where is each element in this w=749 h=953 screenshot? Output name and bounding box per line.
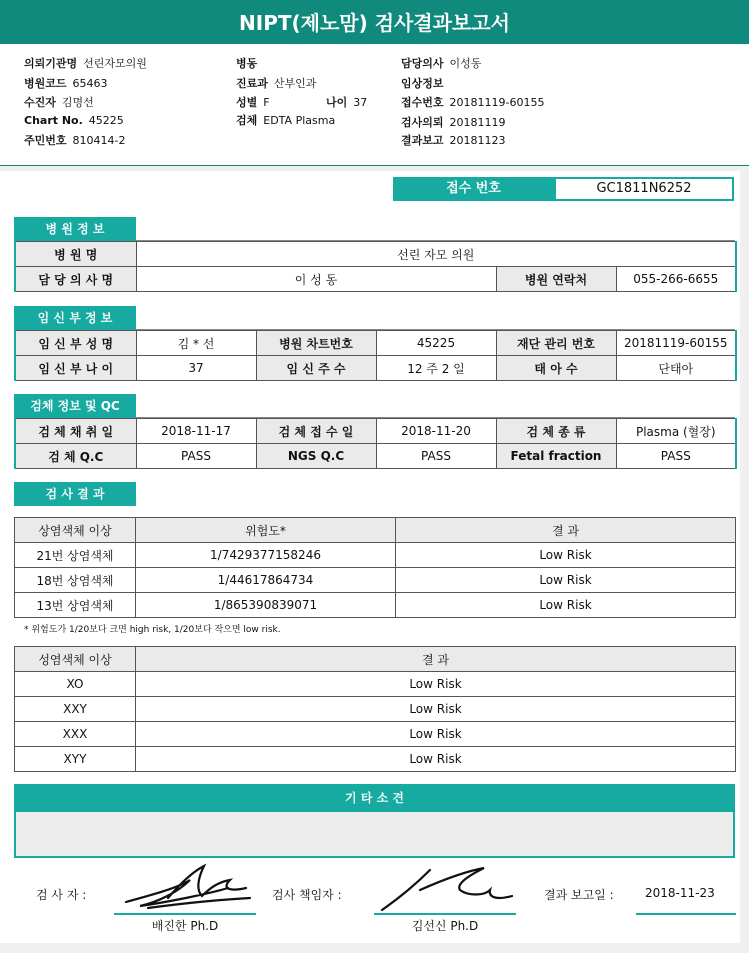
report-title: NIPT(제노맘) 검사결과보고서 — [0, 0, 749, 44]
table-header-row — [15, 518, 736, 543]
column-header: 결 과 — [396, 518, 736, 543]
sex-chromosome-type: XXY — [15, 697, 136, 722]
contact-label: 병원 연락처 — [496, 267, 616, 292]
column-header: 위험도* — [136, 518, 396, 543]
table-row — [15, 444, 736, 469]
doctor-name-label: 담 당 의 사 명 — [15, 267, 136, 292]
ngs-qc-label: NGS Q.C — [256, 444, 376, 469]
specimen-qc-label: 검 체 Q.C — [15, 444, 136, 469]
tester-signature-line — [114, 913, 256, 915]
risk-result: Low Risk — [396, 593, 736, 618]
table-row — [15, 722, 736, 747]
collection-date-label: 검 체 채 취 일 — [15, 419, 136, 444]
doctor-name: 이 성 동 — [136, 267, 496, 292]
chart-number: 45225 — [376, 331, 496, 356]
header-age: 나이 37 — [326, 96, 368, 109]
table-row — [15, 331, 736, 356]
risk-result: Low Risk — [396, 568, 736, 593]
table-row — [15, 672, 736, 697]
table-header-row — [15, 647, 736, 672]
header-sex: 성별 F — [236, 96, 270, 109]
section-pregnant-info: 임 신 부 정 보 — [14, 306, 136, 330]
sex-chromosome-type: XXX — [15, 722, 136, 747]
ngs-qc: PASS — [376, 444, 496, 469]
table-row — [15, 568, 736, 593]
other-findings-body — [14, 812, 735, 858]
header-department: 진료과 산부인과 — [236, 77, 317, 90]
risk-footnote: * 위험도가 1/20보다 크면 high risk, 1/20보다 작으면 low risk. — [24, 625, 281, 635]
header-specimen: 검체 EDTA Plasma — [236, 114, 336, 127]
column-header: 결 과 — [136, 647, 736, 672]
receipt-number-label: 접수 번호 — [393, 177, 554, 201]
report-date-label: 결과 보고일 : — [544, 888, 614, 902]
tester-name: 배진한 Ph.D — [151, 919, 219, 933]
sex-chromosome-result: Low Risk — [136, 722, 736, 747]
foundation-number: 20181119-60155 — [616, 331, 736, 356]
table-row — [15, 747, 736, 772]
sex-chromosome-result: Low Risk — [136, 747, 736, 772]
receive-date: 2018-11-20 — [376, 419, 496, 444]
contact-number: 055-266-6655 — [616, 267, 736, 292]
pregnant-age-label: 임 신 부 나 이 — [15, 356, 136, 381]
risk-value: 1/865390839071 — [136, 593, 396, 618]
receipt-number-value: GC1811N6252 — [554, 177, 734, 201]
column-header: 상염색체 이상 — [15, 518, 136, 543]
chromosome-name: 21번 상염색체 — [15, 543, 136, 568]
fetus-count: 단태아 — [616, 356, 736, 381]
report-date: 2018-11-23 — [645, 886, 715, 900]
pregnant-name-label: 임 신 부 성 명 — [15, 331, 136, 356]
receive-date-label: 검 체 접 수 일 — [256, 419, 376, 444]
manager-signature — [372, 860, 522, 916]
table-row — [15, 356, 736, 381]
report-date-line — [636, 913, 736, 915]
pregnant-info-table — [14, 330, 737, 381]
manager-label: 검사 책임자 : — [272, 888, 342, 902]
chromosome-name: 18번 상염색체 — [15, 568, 136, 593]
table-row — [15, 543, 736, 568]
fetal-fraction: PASS — [616, 444, 736, 469]
header-ward: 병동 — [236, 57, 258, 70]
table-row — [15, 267, 736, 292]
header-receipt-no: 접수번호 20181119-60155 — [401, 96, 545, 109]
pregnant-age: 37 — [136, 356, 256, 381]
header-resident-no: 주민번호 810414-2 — [24, 134, 126, 147]
header-report-date: 결과보고 20181123 — [401, 134, 506, 147]
table-row — [15, 593, 736, 618]
pregnant-name: 김 * 선 — [136, 331, 256, 356]
sex-chromosome-type: XYY — [15, 747, 136, 772]
hospital-info-table — [14, 241, 737, 292]
risk-value: 1/7429377158246 — [136, 543, 396, 568]
header-patient: 수진자 김명선 — [24, 96, 94, 109]
other-findings-title: 기 타 소 견 — [14, 784, 735, 812]
table-row — [15, 419, 736, 444]
section-test-results: 검 사 결 과 — [14, 482, 136, 506]
collection-date: 2018-11-17 — [136, 419, 256, 444]
header-hospital-code: 병원코드 65463 — [24, 77, 108, 90]
hospital-name: 선린 자모 의원 — [136, 242, 736, 267]
tester-signature — [118, 858, 258, 914]
specimen-table — [14, 418, 737, 469]
specimen-type: Plasma (혈장) — [616, 419, 736, 444]
report-header — [0, 48, 749, 166]
sex-chromosome-type: XO — [15, 672, 136, 697]
gestation-weeks-label: 임 신 주 수 — [256, 356, 376, 381]
autosome-results-table — [14, 517, 736, 618]
table-row — [15, 242, 736, 267]
specimen-type-label: 검 체 종 류 — [496, 419, 616, 444]
manager-name: 김선신 Ph.D — [411, 919, 479, 933]
specimen-qc: PASS — [136, 444, 256, 469]
chart-number-label: 병원 차트번호 — [256, 331, 376, 356]
section-specimen-qc: 검체 정보 및 QC — [14, 394, 136, 418]
risk-result: Low Risk — [396, 543, 736, 568]
chromosome-name: 13번 상염색체 — [15, 593, 136, 618]
table-row — [15, 697, 736, 722]
column-header: 성염색체 이상 — [15, 647, 136, 672]
header-chart-no: Chart No. 45225 — [24, 114, 124, 127]
header-doctor: 담당의사 이성동 — [401, 57, 482, 70]
header-hospital: 의뢰기관명 선린자모의원 — [24, 57, 147, 70]
sex-chromosome-table — [14, 646, 736, 772]
manager-signature-line — [374, 913, 516, 915]
foundation-number-label: 재단 관리 번호 — [496, 331, 616, 356]
risk-value: 1/44617864734 — [136, 568, 396, 593]
header-clinical-info: 임상정보 — [401, 77, 444, 90]
fetal-fraction-label: Fetal fraction — [496, 444, 616, 469]
gestation-weeks: 12 주 2 일 — [376, 356, 496, 381]
fetus-count-label: 태 아 수 — [496, 356, 616, 381]
tester-label: 검 사 자 : — [36, 888, 87, 902]
sex-chromosome-result: Low Risk — [136, 672, 736, 697]
section-hospital-info: 병 원 정 보 — [14, 217, 136, 241]
hospital-name-label: 병 원 명 — [15, 242, 136, 267]
sex-chromosome-result: Low Risk — [136, 697, 736, 722]
header-request-date: 검사의뢰 20181119 — [401, 116, 506, 129]
